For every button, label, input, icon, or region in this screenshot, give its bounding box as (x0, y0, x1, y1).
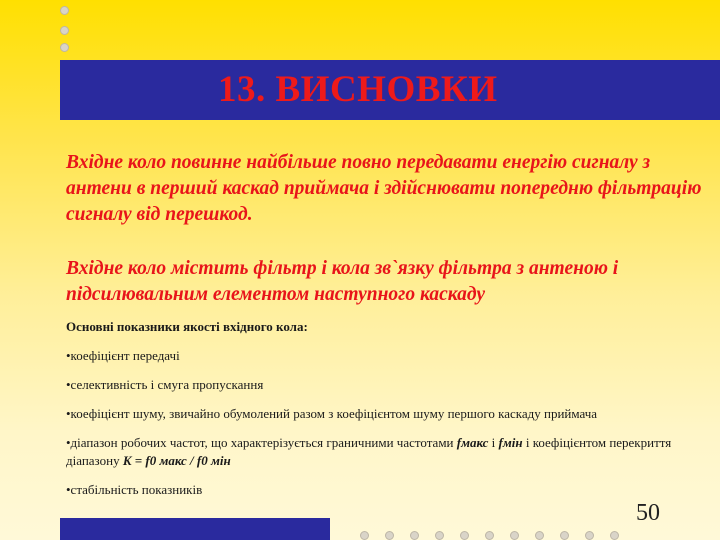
decorative-dot (60, 6, 69, 15)
quality-indicators-list (66, 318, 696, 510)
fmin-symbol: fмін (498, 435, 523, 450)
decorative-dot (535, 531, 544, 540)
decorative-dot (485, 531, 494, 540)
decorative-dot (610, 531, 619, 540)
list-item: •коефіцієнт шуму, звичайно обумолений разом з коефіцієнтом шуму першого каскаду приймача (66, 406, 598, 421)
list-item (66, 434, 696, 470)
list-item-text: і (488, 435, 499, 450)
slide-title: 13. ВИСНОВКИ (218, 69, 498, 110)
decorative-dot (60, 26, 69, 35)
decorative-dot (60, 43, 69, 52)
list-item-text: •діапазон робочих частот, що характерізується граничними частотами (66, 435, 457, 450)
page-number: 50 (636, 500, 660, 526)
decorative-dot (385, 531, 394, 540)
list-heading: Основні показники якості вхідного кола: (66, 319, 308, 334)
conclusion-paragraph-1: Вхідне коло повинне найбільше повно передавати енергію сигналу з антени в перший каскад приймача і здійснювати попередню фільтрацію сигналу від перешкод. (66, 152, 702, 225)
coverage-formula: K = f0 макс / f0 мін (122, 453, 231, 468)
decorative-dot (460, 531, 469, 540)
decorative-dot (560, 531, 569, 540)
list-item: •селективність і смуга пропускання (66, 377, 264, 392)
list-item: •коефіцієнт передачі (66, 348, 180, 363)
conclusion-paragraph-2: Вхідне коло містить фільтр і кола зв`язку фільтра з антеною і підсилювальним елементом наступного каскаду (66, 258, 619, 305)
decorative-dot (360, 531, 369, 540)
list-item: •стабільність показників (66, 482, 203, 497)
bottom-bar (60, 518, 330, 540)
decorative-dot (410, 531, 419, 540)
list-item-text: і коефіцієнтом перекриття діапазону (66, 435, 672, 468)
decorative-dot (510, 531, 519, 540)
decorative-dot (585, 531, 594, 540)
fmax-symbol: fмакс (456, 435, 489, 450)
decorative-dot (435, 531, 444, 540)
